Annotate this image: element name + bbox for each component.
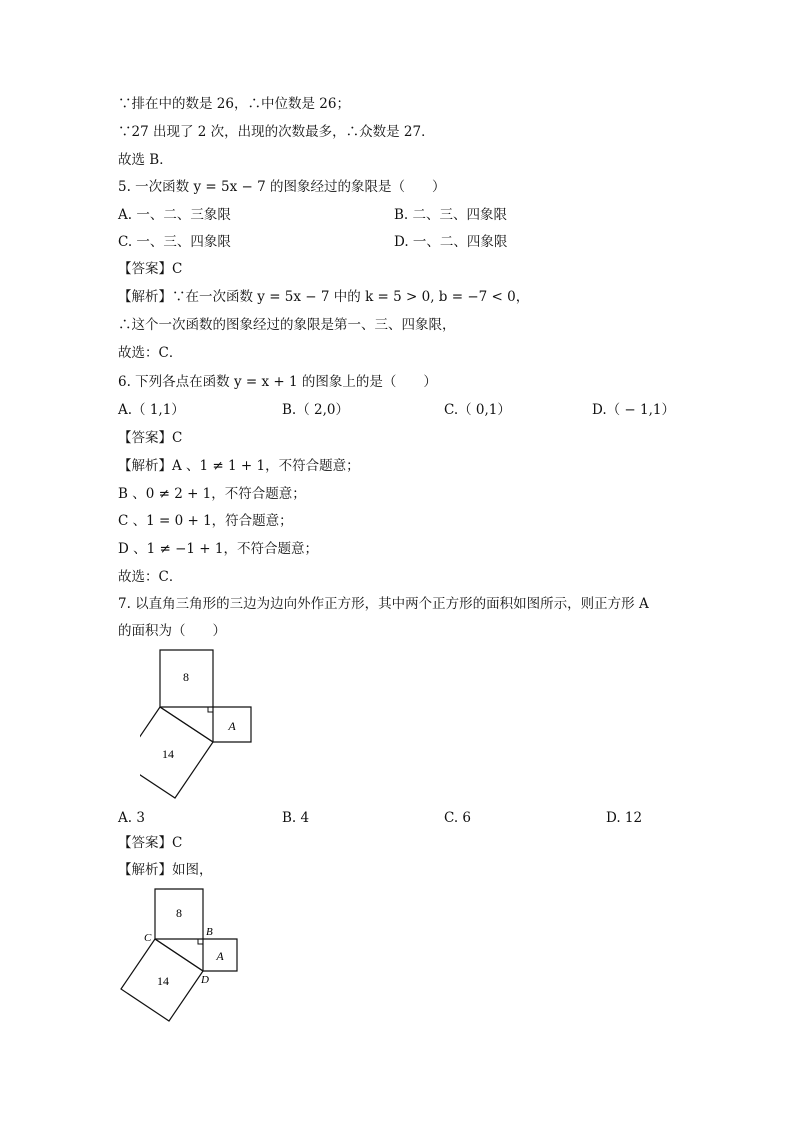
squares-diagram-labeled (110, 880, 250, 1030)
q7-stem-2: 的面积为（ ） (118, 623, 226, 639)
label-a: A (228, 719, 236, 733)
q7-figure (140, 645, 270, 809)
q5-answer: 【答案】C (118, 261, 183, 277)
squares-diagram (140, 645, 270, 805)
right-angle-mark (198, 939, 203, 944)
label-8: 8 (176, 906, 182, 920)
q6-option-a: A.（ 1,1） (118, 402, 185, 418)
prev-reason-median: ∵排在中的数是 26，∴中位数是 26； (118, 96, 350, 112)
q6-analysis-d: D 、1 ≠ −1 + 1，不符合题意； (118, 541, 318, 557)
q7-option-c: C. 6 (444, 810, 472, 826)
right-angle-mark (208, 707, 213, 712)
label-8: 8 (183, 670, 189, 684)
q5-choose: 故选：C． (118, 345, 183, 361)
q5-stem: 5. 一次函数 y = 5x − 7 的图象经过的象限是（ ） (118, 179, 446, 195)
q7-option-b: B. 4 (282, 810, 310, 826)
q7-option-a: A. 3 (118, 810, 145, 826)
q5-analysis-1: 【解析】∵在一次函数 y = 5x − 7 中的 k = 5 > 0, b = −7 < 0， (118, 289, 530, 305)
square-14 (140, 707, 213, 798)
hypotenuse (155, 939, 203, 971)
prev-choose: 故选 B． (118, 152, 173, 168)
point-d-label: D (201, 974, 209, 986)
q7-analysis: 【解析】如图， (118, 862, 213, 878)
q6-option-c: C.（ 0,1） (444, 402, 511, 418)
hypotenuse (160, 707, 213, 742)
q7-option-d: D. 12 (606, 810, 643, 826)
q5-option-c: C. 一、三、四象限 (118, 234, 231, 250)
label-a: A (216, 949, 224, 963)
q5-option-d: D. 一、二、四象限 (394, 234, 508, 250)
q6-option-d: D.（ − 1,1） (592, 402, 675, 418)
q6-stem: 6. 下列各点在函数 y = x + 1 的图象上的是（ ） (118, 374, 437, 390)
q7-solution-figure (110, 880, 250, 1034)
prev-reason-mode: ∵27 出现了 2 次，出现的次数最多，∴众数是 27． (118, 124, 435, 140)
q5-option-b: B. 二、三、四象限 (394, 207, 508, 223)
q6-option-b: B.（ 2,0） (282, 402, 349, 418)
q6-answer: 【答案】C (118, 430, 183, 446)
label-14: 14 (157, 974, 169, 988)
q7-stem-1: 7. 以直角三角形的三边为边向外作正方形，其中两个正方形的面积如图所示，则正方形 A (118, 596, 649, 612)
q6-analysis-b: B 、0 ≠ 2 + 1，不符合题意； (118, 486, 306, 502)
q6-analysis-c: C 、1 = 0 + 1，符合题意； (118, 513, 293, 529)
q7-answer: 【答案】C (118, 835, 183, 851)
point-b-label: B (206, 926, 213, 938)
label-14: 14 (162, 747, 174, 761)
q6-choose: 故选：C． (118, 569, 183, 585)
q6-analysis-a: 【解析】A 、1 ≠ 1 + 1，不符合题意； (118, 458, 360, 474)
q5-option-a: A. 一、二、三象限 (118, 207, 231, 223)
point-c-label: C (144, 932, 152, 944)
q5-analysis-2: ∴这个一次函数的图象经过的象限是第一、三、四象限， (118, 317, 456, 333)
